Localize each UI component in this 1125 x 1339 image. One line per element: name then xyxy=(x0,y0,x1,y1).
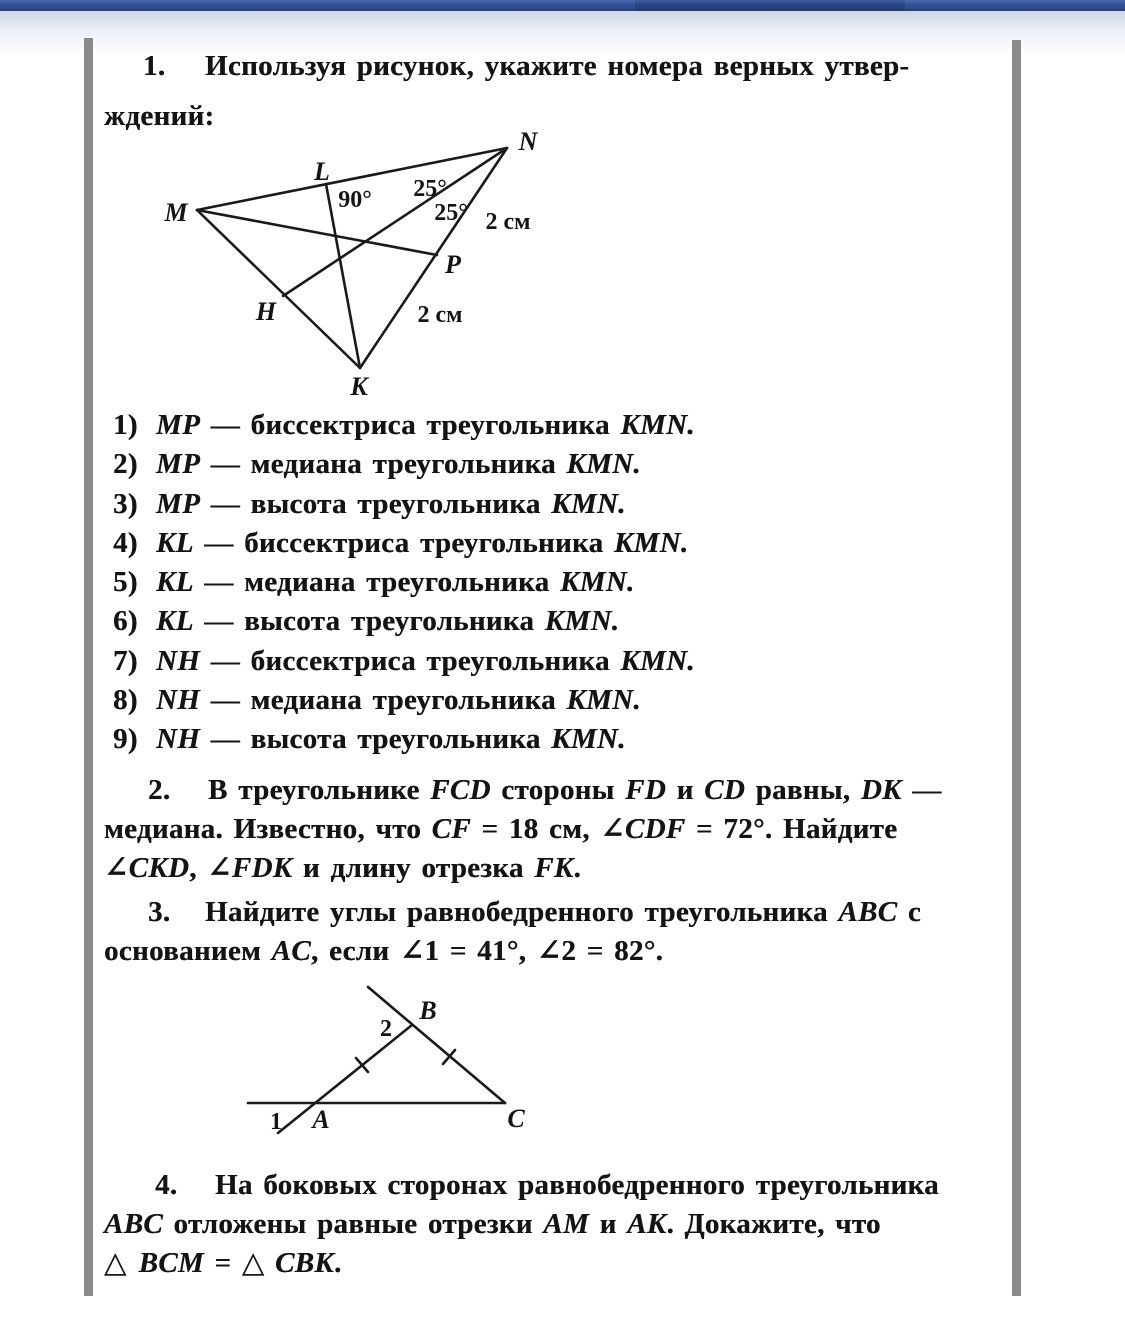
text-run: отложены равные отрезки xyxy=(162,1208,544,1240)
triangle-name: KMN. xyxy=(566,448,641,481)
problem2 xyxy=(104,771,942,888)
math-var: ABC xyxy=(104,1208,163,1240)
segment-name: MP xyxy=(156,487,201,520)
text-run: и длину отрезка xyxy=(292,852,535,884)
vertex-label-A: A xyxy=(312,1105,330,1134)
point-label-L: L xyxy=(314,157,330,186)
math-var: CD xyxy=(704,774,746,806)
problem2-number: 2. xyxy=(148,774,171,806)
problem4 xyxy=(104,1166,939,1283)
text-run: . Докажите, что xyxy=(666,1208,881,1240)
angle-90-label: 90° xyxy=(338,187,372,213)
statement-item xyxy=(104,602,695,641)
problem2-line2 xyxy=(104,810,942,849)
problem4-line2 xyxy=(104,1205,939,1244)
text-run: . xyxy=(333,1247,342,1279)
statement-item xyxy=(104,524,695,563)
vertex-label-B: B xyxy=(419,996,437,1025)
vertex-label-M: M xyxy=(164,198,188,227)
problem4-number: 4. xyxy=(155,1169,178,1201)
math-var: AK xyxy=(627,1208,667,1240)
text-run: равны, xyxy=(745,774,861,806)
statement-text: — медиана треугольника xyxy=(210,448,556,481)
statement-text: — биссектриса треугольника xyxy=(204,526,604,559)
text-run: и xyxy=(666,774,705,806)
math-var: AM xyxy=(543,1208,590,1240)
segment-name: NH xyxy=(156,644,201,677)
triangle-name: KMN. xyxy=(544,605,620,638)
statement-number: 6) xyxy=(113,605,138,638)
text-run: На боковых сторонах равнобедренного треугольника xyxy=(215,1169,939,1201)
statement-text: — медиана треугольника xyxy=(210,684,556,717)
problem3 xyxy=(104,893,921,971)
statement-item xyxy=(104,720,695,759)
math-var: ABC xyxy=(838,896,898,928)
page-right-border xyxy=(1012,40,1021,1296)
angle-2-label: 2 xyxy=(380,1016,392,1042)
text-run: Используя рисунок, укажите номера верных утвер- xyxy=(205,50,910,82)
text-run: медиана. Известно, что xyxy=(104,813,432,845)
window-top-bar xyxy=(0,0,1125,11)
statement-item xyxy=(104,406,695,445)
text-run: , ∠ xyxy=(189,852,232,884)
statement-item xyxy=(104,642,695,681)
math-var: BCM xyxy=(138,1247,204,1279)
problem1-heading-line2: ждений: xyxy=(104,100,215,132)
math-var: FDK xyxy=(231,852,293,884)
figure-triangle-KMN xyxy=(160,125,560,410)
text-run: = 72°. Найдите xyxy=(685,813,898,845)
page-left-border xyxy=(84,38,93,1296)
statement-number: 9) xyxy=(113,723,138,756)
segment-name: NH xyxy=(156,684,201,717)
text-run: — xyxy=(901,774,942,806)
statement-number: 2) xyxy=(113,448,138,481)
statement-number: 1) xyxy=(113,409,138,441)
math-var: CKD xyxy=(128,852,190,884)
text-run: . xyxy=(573,852,582,884)
segment-name: KL xyxy=(156,566,194,599)
triangle-name: KMN. xyxy=(613,526,689,559)
statement-text: — биссектриса треугольника xyxy=(210,409,610,441)
statement-number: 4) xyxy=(113,526,138,559)
statements-list xyxy=(104,406,695,760)
text-run: и xyxy=(589,1208,628,1240)
segment-name: MP xyxy=(156,448,201,481)
length-PK-label: 2 см xyxy=(417,302,463,328)
problem4-line3 xyxy=(104,1244,939,1283)
statement-text: — высота треугольника xyxy=(204,605,535,638)
length-NP-label: 2 см xyxy=(485,209,531,235)
statement-text: — высота треугольника xyxy=(210,487,541,520)
triangle-name: KMN. xyxy=(559,566,635,599)
angle-25-lower-label: 25° xyxy=(434,200,468,226)
triangle-name: KMN. xyxy=(620,644,695,677)
text-run: Найдите углы равнобедренного треугольника xyxy=(205,896,839,928)
triangle-symbol: △ xyxy=(104,1247,139,1279)
problem4-line1 xyxy=(104,1166,939,1205)
problem3-line2 xyxy=(104,932,921,971)
math-var: CBK xyxy=(275,1247,334,1279)
segment-name: KL xyxy=(156,605,194,638)
problem2-line3 xyxy=(104,849,942,888)
triangle-name: KMN. xyxy=(551,723,626,756)
math-var: FK xyxy=(534,852,574,884)
triangle-name: KMN. xyxy=(566,684,641,717)
problem3-line1 xyxy=(104,893,921,932)
problem1-heading-line1 xyxy=(104,50,909,83)
triangle-name: KMN. xyxy=(620,409,695,441)
problem1-number: 1. xyxy=(143,50,166,82)
figure-triangle-ABC xyxy=(240,975,540,1145)
problem3-number: 3. xyxy=(148,896,171,928)
math-var: CF xyxy=(431,813,471,845)
vertex-label-C: C xyxy=(507,1104,525,1133)
text-run: = △ xyxy=(203,1247,276,1279)
math-var: CDF xyxy=(624,813,686,845)
text-run: = 18 см, ∠ xyxy=(470,813,625,845)
angle-symbol: ∠ xyxy=(104,852,129,884)
statement-item xyxy=(104,485,695,524)
angle-25-upper-label: 25° xyxy=(413,176,447,202)
segment-name: MP xyxy=(156,409,201,441)
segment-name: KL xyxy=(156,526,194,559)
statement-number: 5) xyxy=(113,566,138,599)
text-run: основанием xyxy=(104,935,272,967)
text-run: , если ∠1 = 41°, ∠2 = 82°. xyxy=(310,935,664,967)
problem2-line1 xyxy=(104,771,942,810)
statement-number: 8) xyxy=(113,684,138,717)
point-label-H: H xyxy=(255,297,277,326)
math-var: DK xyxy=(860,774,902,806)
math-var: FD xyxy=(625,774,667,806)
text-run: В треугольнике xyxy=(208,774,431,806)
statement-item xyxy=(104,681,695,720)
text-run: с xyxy=(897,896,922,928)
statement-item xyxy=(104,563,695,602)
math-var: AC xyxy=(271,935,311,967)
statement-number: 3) xyxy=(113,487,138,520)
statement-item xyxy=(104,445,695,484)
statement-text: — биссектриса треугольника xyxy=(210,644,610,677)
angle-1-label: 1 xyxy=(270,1109,282,1135)
top-bar-segment xyxy=(635,0,905,11)
vertex-label-N: N xyxy=(518,127,538,156)
vertex-label-K: K xyxy=(350,372,368,401)
text-run: стороны xyxy=(490,774,626,806)
math-var: FCD xyxy=(430,774,491,806)
statement-text: — медиана треугольника xyxy=(204,566,550,599)
statement-text: — высота треугольника xyxy=(210,723,541,756)
point-label-P: P xyxy=(445,250,461,279)
statement-number: 7) xyxy=(113,644,138,677)
segment-name: NH xyxy=(156,723,201,756)
triangle-name: KMN. xyxy=(551,487,626,520)
